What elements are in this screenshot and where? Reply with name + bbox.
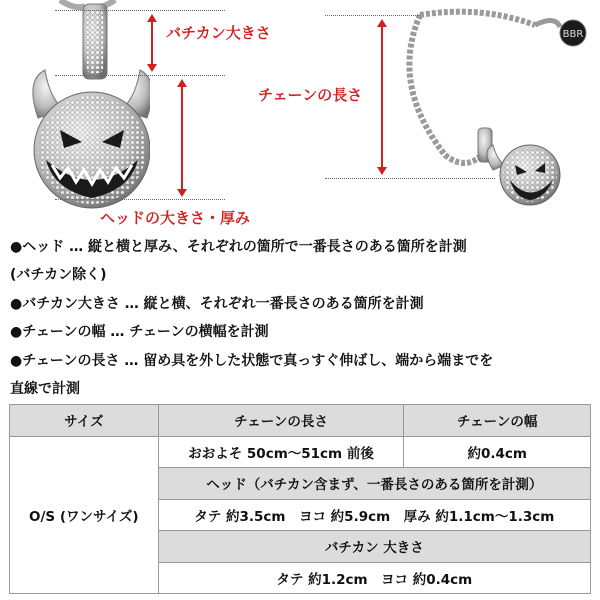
svg-text:BBR: BBR [562, 29, 584, 40]
chain-length-value: おおよそ 50cm〜51cm 前後 [158, 436, 404, 468]
head-arrow-line [181, 85, 183, 191]
head-arrow-bottom [177, 189, 187, 197]
bail-arrow-line [151, 20, 153, 68]
chain-arrow-line [381, 25, 383, 171]
chain-arrow-bottom [377, 167, 387, 175]
size-spec-table [9, 404, 591, 594]
header-size: サイズ [10, 405, 159, 437]
bail-header: バチカン 大きさ [158, 531, 590, 563]
chain-top-guide [325, 15, 420, 16]
note-chain-length-cont: 直線で計測 [10, 381, 80, 397]
necklace-full-image [385, 5, 590, 210]
chain-width-value: 約0.4cm [404, 436, 591, 468]
table-row [10, 436, 591, 468]
chain-length-label: チェーンの長さ [258, 86, 363, 104]
note-head-exclusion: (バチカン除く) [10, 267, 107, 283]
note-head: ●ヘッド … 縦と横と厚み、それぞれの箇所で一番長さのある箇所を計測 [10, 239, 467, 255]
table-header-row [10, 405, 591, 437]
bail-top-guide [55, 10, 225, 11]
head-header: ヘッド（バチカン含まず、一番長さのある箇所を計測） [158, 468, 590, 500]
chain-bottom-guide [325, 178, 495, 179]
size-value: O/S (ワンサイズ) [10, 436, 159, 594]
bail-value: タテ 約1.2cm ヨコ 約0.4cm [158, 562, 590, 594]
header-chain-width: チェーンの幅 [404, 405, 591, 437]
pendant-front-image [20, 0, 150, 215]
note-chain-width: ●チェーンの幅 … チェーンの横幅を計測 [10, 324, 269, 340]
head-size-label: ヘッドの大きさ・厚み [100, 209, 251, 227]
header-chain-length: チェーンの長さ [158, 405, 404, 437]
note-bail: ●バチカン大きさ … 縦と横、それぞれ一番長さのある箇所を計測 [10, 296, 424, 312]
head-value: タテ 約3.5cm ヨコ 約5.9cm 厚み 約1.1cm〜1.3cm [158, 499, 590, 531]
bail-bottom-guide [55, 75, 225, 76]
note-chain-length: ●チェーンの長さ … 留め具を外した状態で真っすぐ伸ばし、端から端までを [10, 353, 494, 369]
bail-arrow-bottom [147, 64, 157, 72]
head-bottom-guide [55, 199, 225, 200]
bail-size-label: バチカン大きさ [166, 24, 271, 42]
